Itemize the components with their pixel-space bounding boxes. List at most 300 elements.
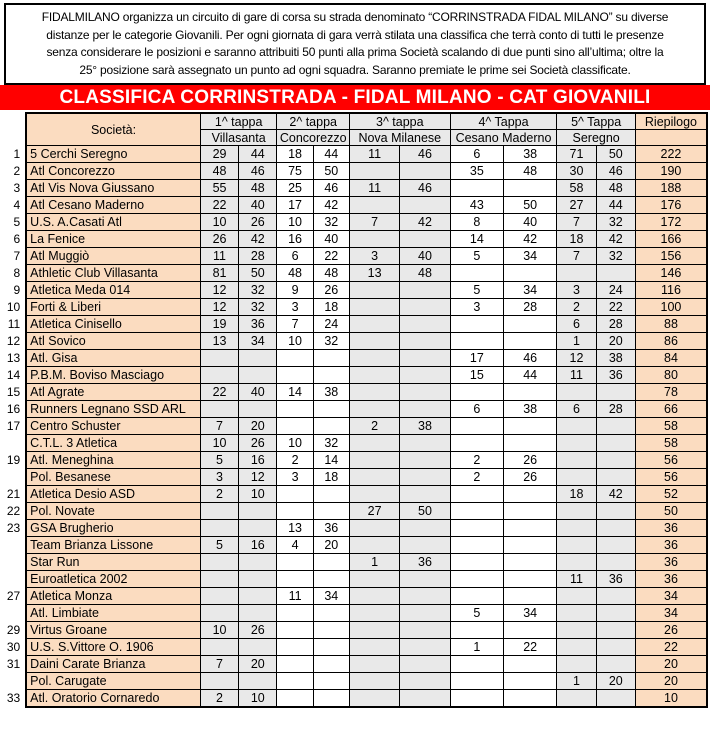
stage-score-cell: 50	[239, 265, 277, 282]
stage-score-cell	[400, 622, 450, 639]
stage-score-cell: 32	[596, 214, 635, 231]
stage-score-cell: 48	[596, 180, 635, 197]
society-name: 5 Cerchi Seregno	[26, 146, 200, 163]
stage-score-cell: 36	[313, 520, 349, 537]
total-cell: 84	[635, 350, 707, 367]
stage-score-cell: 42	[504, 231, 557, 248]
rank-cell: 2	[1, 163, 26, 180]
rank-cell: 12	[1, 333, 26, 350]
standings-table	[1, 112, 708, 708]
stage-score-cell	[504, 435, 557, 452]
society-name: Atletica Desio ASD	[26, 486, 200, 503]
stage-score-cell: 2	[557, 299, 596, 316]
stage-score-cell	[349, 299, 399, 316]
stage-5-header: 5^ Tappa	[557, 113, 636, 130]
stage-score-cell	[596, 690, 635, 708]
stage-1-venue: Villasanta	[200, 130, 277, 146]
intro-line-2: distanze per le categorie Giovanili. Per ogni giornata di gara verrà stilata una classifica che terrà conto di tutti le presenze	[46, 27, 664, 42]
stage-score-cell	[313, 639, 349, 656]
stage-score-cell	[277, 350, 313, 367]
stage-score-cell	[349, 435, 399, 452]
stage-score-cell: 38	[504, 146, 557, 163]
total-cell: 86	[635, 333, 707, 350]
society-column-header: Società:	[26, 113, 200, 146]
total-cell: 146	[635, 265, 707, 282]
stage-score-cell	[596, 588, 635, 605]
stage-score-cell: 16	[277, 231, 313, 248]
stage-score-cell	[349, 588, 399, 605]
stage-score-cell: 4	[277, 537, 313, 554]
table-row	[1, 316, 707, 333]
total-cell: 20	[635, 673, 707, 690]
stage-score-cell	[349, 520, 399, 537]
stage-score-cell	[504, 486, 557, 503]
society-name: Atl. Gisa	[26, 350, 200, 367]
rank-cell: 27	[1, 588, 26, 605]
stage-score-cell	[349, 622, 399, 639]
stage-score-cell	[313, 401, 349, 418]
stage-score-cell	[450, 656, 503, 673]
stage-score-cell: 17	[277, 197, 313, 214]
table-row	[1, 418, 707, 435]
society-name: Pol. Novate	[26, 503, 200, 520]
society-name: Euroatletica 2002	[26, 571, 200, 588]
stage-score-cell: 44	[313, 146, 349, 163]
stage-score-cell: 16	[239, 452, 277, 469]
stage-score-cell: 25	[277, 180, 313, 197]
table-row	[1, 299, 707, 316]
stage-score-cell	[596, 265, 635, 282]
stage-score-cell	[200, 588, 238, 605]
stage-score-cell: 22	[200, 384, 238, 401]
stage-score-cell: 7	[200, 656, 238, 673]
stage-score-cell	[400, 452, 450, 469]
intro-line-1: FIDALMILANO organizza un circuito di gare di corsa su strada denominato “CORRINSTRADA FIDAL MILANO” su diverse	[41, 10, 669, 24]
stage-score-cell	[596, 605, 635, 622]
stage-score-cell	[400, 350, 450, 367]
table-row	[1, 146, 707, 163]
total-cell: 66	[635, 401, 707, 418]
total-cell: 36	[635, 571, 707, 588]
rank-cell: 3	[1, 180, 26, 197]
stage-score-cell: 2	[200, 486, 238, 503]
stage-score-cell: 10	[277, 435, 313, 452]
stage-score-cell	[277, 673, 313, 690]
stage-score-cell	[504, 520, 557, 537]
stage-score-cell	[277, 486, 313, 503]
society-name: Atl Muggiò	[26, 248, 200, 265]
stage-score-cell	[400, 367, 450, 384]
stage-score-cell: 50	[596, 146, 635, 163]
table-row	[1, 554, 707, 571]
stage-score-cell	[596, 622, 635, 639]
stage-score-cell: 10	[200, 622, 238, 639]
rank-cell: 9	[1, 282, 26, 299]
stage-1-header: 1^ tappa	[200, 113, 277, 130]
stage-score-cell	[313, 418, 349, 435]
stage-score-cell	[504, 622, 557, 639]
stage-score-cell: 44	[239, 146, 277, 163]
stage-score-cell: 32	[239, 299, 277, 316]
total-cell: 56	[635, 469, 707, 486]
stage-score-cell: 28	[596, 401, 635, 418]
stage-score-cell	[504, 571, 557, 588]
stage-score-cell: 42	[596, 231, 635, 248]
stage-score-cell: 2	[450, 469, 503, 486]
stage-score-cell	[450, 588, 503, 605]
society-name: Centro Schuster	[26, 418, 200, 435]
table-row	[1, 435, 707, 452]
stage-score-cell: 7	[349, 214, 399, 231]
stage-score-cell: 24	[313, 316, 349, 333]
stage-score-cell	[400, 690, 450, 708]
stage-score-cell: 18	[557, 231, 596, 248]
total-cell: 56	[635, 452, 707, 469]
stage-score-cell	[200, 554, 238, 571]
stage-score-cell	[504, 265, 557, 282]
stage-score-cell: 27	[349, 503, 399, 520]
stage-score-cell: 32	[313, 333, 349, 350]
society-name: Athletic Club Villasanta	[26, 265, 200, 282]
rank-cell: 22	[1, 503, 26, 520]
rank-cell: 11	[1, 316, 26, 333]
stage-score-cell: 42	[596, 486, 635, 503]
stage-score-cell: 3	[277, 299, 313, 316]
total-cell: 88	[635, 316, 707, 333]
society-name: Virtus Groane	[26, 622, 200, 639]
stage-score-cell: 13	[349, 265, 399, 282]
rank-cell: 19	[1, 452, 26, 469]
stage-score-cell	[313, 673, 349, 690]
stage-score-cell: 5	[450, 248, 503, 265]
table-row	[1, 571, 707, 588]
rank-cell	[1, 537, 26, 554]
stage-score-cell: 5	[200, 452, 238, 469]
stage-score-cell: 2	[349, 418, 399, 435]
stage-score-cell: 3	[349, 248, 399, 265]
stage-score-cell: 15	[450, 367, 503, 384]
stage-score-cell: 32	[239, 282, 277, 299]
stage-score-cell: 7	[557, 248, 596, 265]
stage-score-cell: 48	[313, 265, 349, 282]
stage-score-cell: 10	[200, 435, 238, 452]
stage-score-cell	[596, 520, 635, 537]
stage-score-cell: 5	[450, 282, 503, 299]
table-row	[1, 588, 707, 605]
stage-score-cell	[504, 554, 557, 571]
stage-score-cell	[313, 605, 349, 622]
stage-score-cell	[349, 656, 399, 673]
stage-score-cell	[504, 333, 557, 350]
stage-score-cell	[239, 605, 277, 622]
stage-score-cell: 46	[400, 146, 450, 163]
stage-score-cell	[349, 639, 399, 656]
stage-3-venue: Nova Milanese	[349, 130, 450, 146]
stage-score-cell	[400, 571, 450, 588]
stage-score-cell	[557, 418, 596, 435]
stage-score-cell	[400, 537, 450, 554]
stage-score-cell: 32	[596, 248, 635, 265]
total-cell: 50	[635, 503, 707, 520]
stage-score-cell	[504, 384, 557, 401]
stage-score-cell: 40	[400, 248, 450, 265]
stage-score-cell	[557, 503, 596, 520]
stage-score-cell	[557, 435, 596, 452]
stage-score-cell: 38	[313, 384, 349, 401]
stage-score-cell	[450, 435, 503, 452]
table-row	[1, 350, 707, 367]
stage-score-cell	[450, 265, 503, 282]
stage-score-cell	[277, 401, 313, 418]
stage-2-header: 2^ tappa	[277, 113, 350, 130]
stage-score-cell	[349, 673, 399, 690]
stage-score-cell	[313, 350, 349, 367]
stage-score-cell: 13	[200, 333, 238, 350]
stage-score-cell	[200, 571, 238, 588]
table-row	[1, 401, 707, 418]
stage-score-cell	[277, 690, 313, 708]
stage-score-cell: 17	[450, 350, 503, 367]
stage-score-cell: 12	[557, 350, 596, 367]
stage-score-cell: 10	[277, 214, 313, 231]
stage-score-cell: 36	[596, 571, 635, 588]
stage-score-cell	[239, 367, 277, 384]
total-cell: 36	[635, 554, 707, 571]
total-cell: 10	[635, 690, 707, 708]
society-name: Atletica Monza	[26, 588, 200, 605]
stage-score-cell: 32	[313, 435, 349, 452]
stage-score-cell: 36	[239, 316, 277, 333]
stage-score-cell: 48	[200, 163, 238, 180]
stage-score-cell	[277, 639, 313, 656]
rank-cell	[1, 469, 26, 486]
stage-score-cell: 14	[277, 384, 313, 401]
stage-score-cell: 6	[557, 401, 596, 418]
stage-score-cell	[349, 537, 399, 554]
stage-score-cell	[400, 163, 450, 180]
stage-score-cell: 44	[596, 197, 635, 214]
stage-score-cell: 7	[277, 316, 313, 333]
stage-score-cell: 40	[313, 231, 349, 248]
stage-score-cell	[400, 435, 450, 452]
stage-score-cell: 81	[200, 265, 238, 282]
stage-score-cell: 11	[557, 571, 596, 588]
stage-score-cell: 36	[596, 367, 635, 384]
stage-score-cell	[400, 282, 450, 299]
society-name: Runners Legnano SSD ARL	[26, 401, 200, 418]
table-row	[1, 520, 707, 537]
stage-score-cell	[504, 588, 557, 605]
stage-score-cell: 3	[200, 469, 238, 486]
stage-score-cell: 29	[200, 146, 238, 163]
total-cell: 222	[635, 146, 707, 163]
rank-cell: 8	[1, 265, 26, 282]
rank-cell: 5	[1, 214, 26, 231]
stage-score-cell	[349, 452, 399, 469]
society-name: La Fenice	[26, 231, 200, 248]
stage-4-header: 4^ Tappa	[450, 113, 557, 130]
stage-score-cell: 48	[239, 180, 277, 197]
stage-score-cell: 28	[239, 248, 277, 265]
stage-score-cell	[504, 180, 557, 197]
total-cell: 36	[635, 537, 707, 554]
stage-score-cell	[239, 673, 277, 690]
stage-score-cell: 11	[557, 367, 596, 384]
stage-score-cell	[200, 350, 238, 367]
table-row	[1, 367, 707, 384]
stage-score-cell	[450, 690, 503, 708]
stage-score-cell: 48	[277, 265, 313, 282]
stage-score-cell	[557, 588, 596, 605]
total-cell: 156	[635, 248, 707, 265]
stage-score-cell: 34	[313, 588, 349, 605]
stage-score-cell	[239, 520, 277, 537]
rank-cell: 29	[1, 622, 26, 639]
table-row	[1, 605, 707, 622]
stage-score-cell	[349, 231, 399, 248]
stage-score-cell	[450, 333, 503, 350]
stage-score-cell: 20	[596, 333, 635, 350]
stage-score-cell	[313, 486, 349, 503]
stage-score-cell: 26	[239, 622, 277, 639]
stage-score-cell	[504, 537, 557, 554]
total-cell: 52	[635, 486, 707, 503]
table-row	[1, 486, 707, 503]
stage-score-cell: 6	[450, 401, 503, 418]
rank-cell: 14	[1, 367, 26, 384]
table-row	[1, 503, 707, 520]
stage-score-cell	[349, 316, 399, 333]
society-name: Atl. Meneghina	[26, 452, 200, 469]
rank-cell: 4	[1, 197, 26, 214]
stage-score-cell	[277, 622, 313, 639]
stage-score-cell	[277, 605, 313, 622]
stage-score-cell	[450, 384, 503, 401]
stage-score-cell: 43	[450, 197, 503, 214]
stage-score-cell	[450, 486, 503, 503]
total-cell: 26	[635, 622, 707, 639]
stage-score-cell: 26	[504, 469, 557, 486]
stage-score-cell: 1	[557, 673, 596, 690]
stage-score-cell	[200, 367, 238, 384]
intro-line-4: 25° posizione sarà assegnato un punto ad ogni squadra. Saranno premiate le prime sei Società classificate.	[79, 62, 631, 77]
stage-4-venue: Cesano Maderno	[450, 130, 557, 146]
total-cell: 36	[635, 520, 707, 537]
society-name: C.T.L. 3 Atletica	[26, 435, 200, 452]
stage-score-cell: 18	[557, 486, 596, 503]
stage-score-cell: 18	[277, 146, 313, 163]
rank-cell: 21	[1, 486, 26, 503]
total-cell: 58	[635, 418, 707, 435]
stage-score-cell: 42	[313, 197, 349, 214]
stage-score-cell	[349, 486, 399, 503]
intro-line-3: senza considerare le posizioni e saranno attribuiti 50 punti alla prima Società scalando di due punti sino all’ultima; oltre la	[46, 45, 664, 59]
society-name: Star Run	[26, 554, 200, 571]
stage-score-cell	[277, 656, 313, 673]
stage-score-cell: 12	[200, 299, 238, 316]
stage-score-cell: 38	[504, 401, 557, 418]
stage-score-cell: 16	[239, 537, 277, 554]
stage-score-cell	[277, 367, 313, 384]
stage-score-cell: 11	[349, 180, 399, 197]
stage-score-cell: 11	[349, 146, 399, 163]
stage-score-cell	[349, 350, 399, 367]
stage-score-cell: 50	[313, 163, 349, 180]
stage-score-cell: 14	[450, 231, 503, 248]
stage-score-cell	[239, 401, 277, 418]
stage-score-cell	[400, 639, 450, 656]
stage-score-cell	[596, 503, 635, 520]
stage-score-cell: 22	[504, 639, 557, 656]
stage-score-cell	[450, 673, 503, 690]
stage-score-cell: 12	[239, 469, 277, 486]
stage-score-cell: 1	[557, 333, 596, 350]
stage-score-cell: 24	[596, 282, 635, 299]
stage-score-cell	[400, 231, 450, 248]
stage-score-cell: 22	[313, 248, 349, 265]
stage-score-cell: 2	[200, 690, 238, 708]
stage-score-cell: 7	[557, 214, 596, 231]
stage-score-cell	[596, 554, 635, 571]
stage-score-cell	[450, 418, 503, 435]
stage-score-cell: 34	[504, 248, 557, 265]
stage-score-cell: 46	[239, 163, 277, 180]
stage-score-cell	[313, 554, 349, 571]
stage-score-cell	[450, 180, 503, 197]
stage-score-cell	[557, 265, 596, 282]
stage-score-cell	[557, 452, 596, 469]
stage-score-cell	[504, 656, 557, 673]
stage-score-cell: 6	[450, 146, 503, 163]
stage-score-cell: 10	[200, 214, 238, 231]
stage-score-cell	[596, 452, 635, 469]
table-row	[1, 384, 707, 401]
stage-score-cell	[349, 469, 399, 486]
title-banner	[0, 85, 710, 110]
stage-score-cell	[239, 571, 277, 588]
society-name: Atl Agrate	[26, 384, 200, 401]
stage-score-cell: 5	[200, 537, 238, 554]
society-name: Atletica Meda 014	[26, 282, 200, 299]
stage-score-cell	[596, 418, 635, 435]
stage-score-cell: 10	[239, 690, 277, 708]
stage-score-cell	[557, 469, 596, 486]
society-name: U.S. A.Casati Atl	[26, 214, 200, 231]
stage-score-cell: 55	[200, 180, 238, 197]
stage-score-cell: 40	[239, 384, 277, 401]
stage-score-cell	[557, 605, 596, 622]
society-name: Atl. Oratorio Cornaredo	[26, 690, 200, 708]
total-cell: 58	[635, 435, 707, 452]
stage-score-cell: 38	[400, 418, 450, 435]
stage-score-cell	[313, 571, 349, 588]
society-name: Atl Sovico	[26, 333, 200, 350]
stage-score-cell: 1	[349, 554, 399, 571]
rank-cell: 16	[1, 401, 26, 418]
society-name: Atl Vis Nova Giussano	[26, 180, 200, 197]
stage-score-cell	[596, 639, 635, 656]
stage-score-cell: 7	[200, 418, 238, 435]
stage-score-cell: 46	[596, 163, 635, 180]
table-row	[1, 690, 707, 708]
stage-score-cell	[400, 469, 450, 486]
stage-score-cell	[504, 418, 557, 435]
stage-score-cell	[400, 520, 450, 537]
table-row	[1, 282, 707, 299]
total-cell: 20	[635, 656, 707, 673]
stage-score-cell: 44	[504, 367, 557, 384]
table-row	[1, 537, 707, 554]
